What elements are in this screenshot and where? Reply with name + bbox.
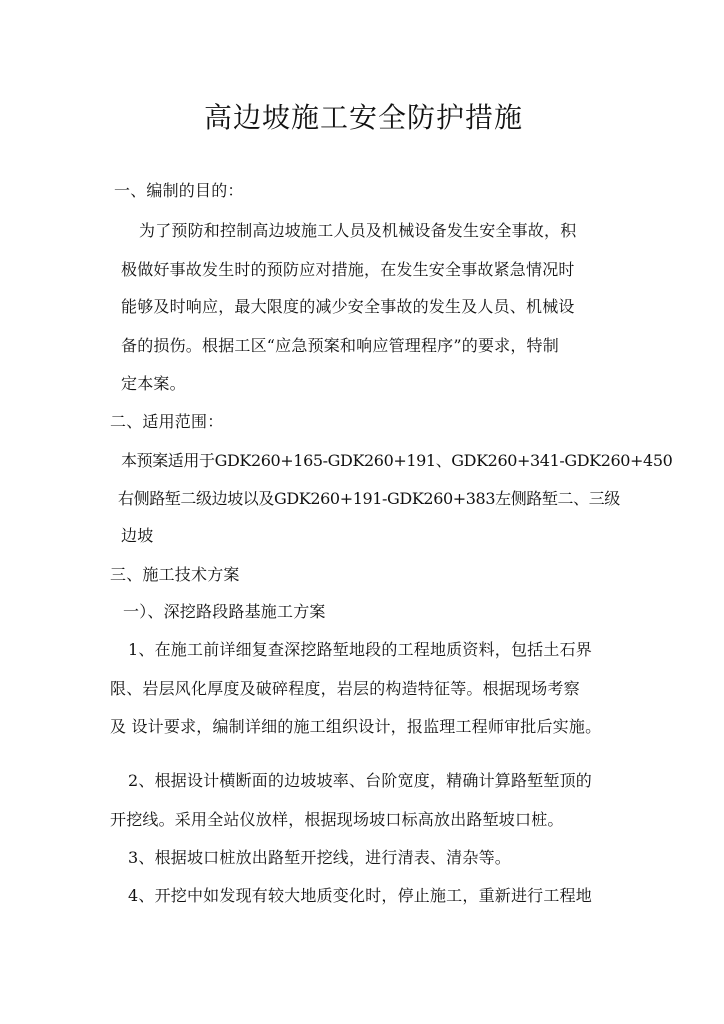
section-2-line: 右侧路堑二级边坡以及GDK260+191-GDK260+383左侧路堑二、三级 — [118, 489, 620, 508]
item-1-line: 限、岩层风化厚度及破碎程度，岩层的构造特征等。根据现场考察 — [110, 679, 580, 698]
section-1-line: 能够及时响应，最大限度的减少安全事故的发生及人员、机械设 — [121, 297, 575, 316]
section-3-subheading: 一）、深挖路段路基施工方案 — [123, 602, 326, 621]
section-1-line: 定本案。 — [121, 374, 186, 393]
section-1-line: 为了预防和控制高边坡施工人员及机械设备发生安全事故，积 — [139, 221, 577, 240]
item-4-line: 4、开挖中如发现有较大地质变化时，停止施工，重新进行工程地 — [128, 886, 592, 905]
item-1-line: 及 设计要求，编制详细的施工组织设计，报监理工程师审批后实施。 — [110, 717, 602, 736]
section-3-heading: 三、施工技术方案 — [110, 565, 240, 584]
item-3-line: 3、根据坡口桩放出路堑开挖线，进行清表、清杂等。 — [128, 848, 511, 867]
item-2-line: 开挖线。采用全站仪放样，根据现场坡口标高放出路堑坡口桩。 — [110, 810, 564, 829]
section-1-line: 极做好事故发生时的预防应对措施，在发生安全事故紧急情况时 — [121, 260, 575, 279]
item-1-line: 1、在施工前详细复查深挖路堑地段的工程地质资料，包括土石界 — [128, 640, 592, 659]
section-1-heading: 一、编制的目的： — [114, 181, 244, 200]
section-1-line: 备的损伤。根据工区“应急预案和响应管理程序”的要求，特制 — [121, 336, 559, 355]
section-2-heading: 二、适用范围： — [110, 412, 224, 431]
section-2-line: 边坡 — [121, 526, 154, 545]
section-2-line: 本预案适用于GDK260+165-GDK260+191、GDK260+341-GDK260+450 — [121, 451, 673, 470]
item-2-line: 2、根据设计横断面的边坡坡率、台阶宽度，精确计算路堑堑顶的 — [128, 771, 592, 790]
document-title: 高边坡施工安全防护措施 — [204, 101, 524, 134]
